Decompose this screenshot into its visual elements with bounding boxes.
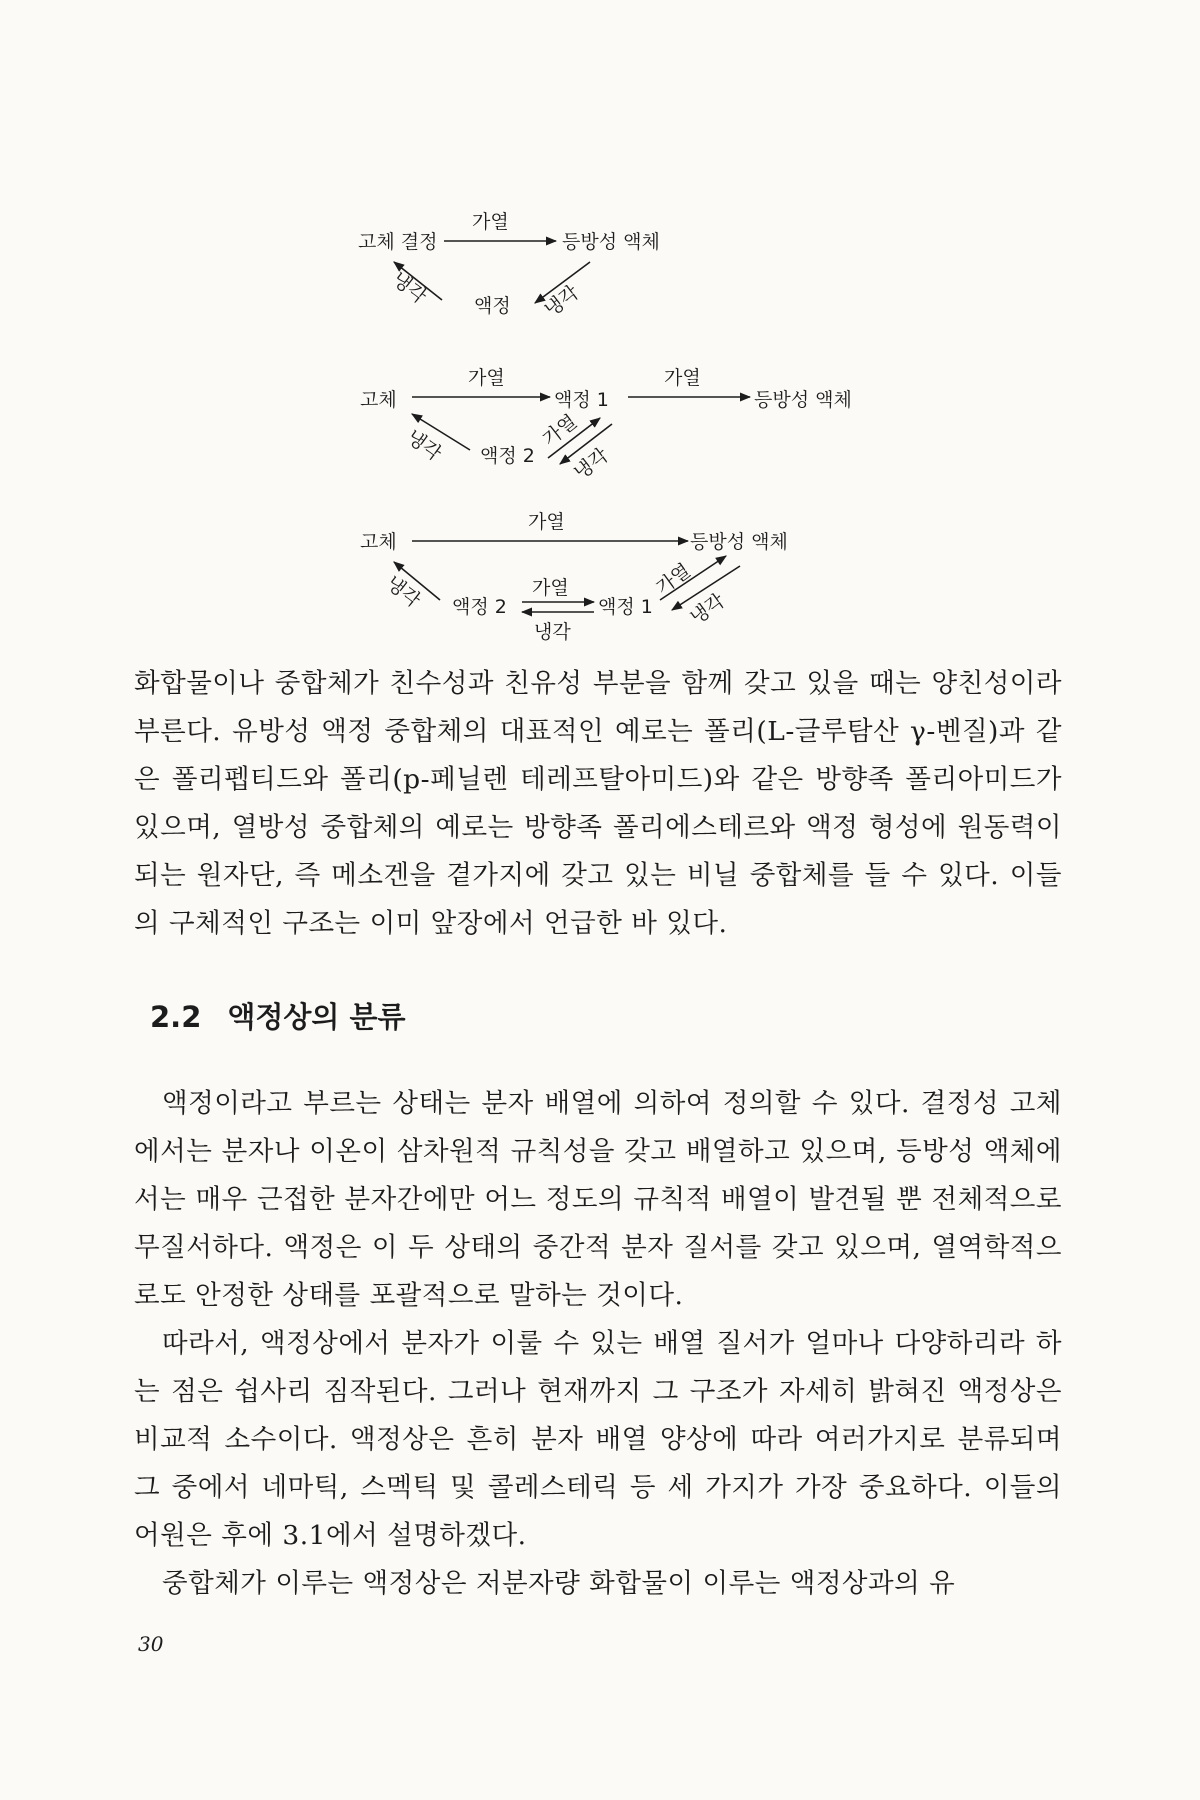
paragraph-2: 액정이라고 부르는 상태는 분자 배열에 의하여 정의할 수 있다. 결정성 고체에서는 분자나 이온이 삼차원적 규칙성을 갖고 배열하고 있으며, 등방성 액체에서는 매우 근접한 분자간에만 어느 정도의 규칙적 배열이 발견될 뿐 전체적으로 무질서하다. 액정은 이 두 상태의 중간적 분자 질서를 갖고 있으며, 열역학적으로도 안정한 상태를 포괄적으로 말하는 것이다.	[134, 1088, 1062, 1311]
d2-solid-label: 고체	[360, 389, 397, 411]
d2-heat-1-label: 가열	[468, 367, 505, 389]
diagram-2	[360, 367, 852, 484]
d3-heat-top-label: 가열	[528, 511, 565, 533]
d1-heat-label: 가열	[472, 211, 509, 233]
paragraph-1: 화합물이나 중합체가 친수성과 친유성 부분을 함께 갖고 있을 때는 양친성이라 부른다. 유방성 액정 중합체의 대표적인 예로는 폴리(L-글루탐산 γ-벤질)과 같은 폴리펩티드와 폴리(p-페닐렌 테레프탈아미드)와 같은 방향족 폴리아미드가 있으며, 열방성 중합체의 예로는 방향족 폴리에스테르와 액정 형성에 원동력이 되는 원자단, 즉 메소겐을 곁가지에 갖고 있는 비닐 중합체를 들 수 있다. 이들의 구체적인 구조는 이미 앞장에서 언급한 바 있다.	[134, 668, 1062, 939]
d3-cool-diag-label: 냉각	[686, 589, 729, 630]
paragraph-4: 중합체가 이루는 액정상은 저분자량 화합물이 이루는 액정상과의 유	[162, 1568, 956, 1599]
d1-cool-right-label: 냉각	[540, 281, 583, 322]
diagram-1	[358, 211, 660, 321]
d2-cool-diag-label: 냉각	[569, 444, 613, 485]
d3-heat-mid-label: 가열	[532, 577, 569, 599]
phase-transition-diagrams	[0, 0, 1200, 700]
d2-heat-2-label: 가열	[664, 367, 701, 389]
d1-cool-left-label: 냉각	[387, 267, 431, 308]
d3-cool-left-label: 냉각	[381, 571, 425, 612]
paragraph-1-block	[134, 660, 1062, 948]
d2-lc1-label: 액정 1	[554, 389, 609, 411]
d2-heat-diag-label: 가열	[538, 410, 582, 451]
d3-heat-diag-label: 가열	[652, 559, 695, 600]
section-number: 2.2	[150, 1000, 202, 1034]
d1-liquid-crystal-label: 액정	[474, 295, 511, 317]
d3-lc1-label: 액정 1	[598, 596, 653, 618]
d3-lc2-label: 액정 2	[452, 596, 507, 618]
section-body	[134, 1080, 1062, 1608]
paragraph-3: 따라서, 액정상에서 분자가 이룰 수 있는 배열 질서가 얼마나 다양하리라 하는 점은 쉽사리 짐작된다. 그러나 현재까지 그 구조가 자세히 밝혀진 액정상은 비교적 소수이다. 액정상은 흔히 분자 배열 양상에 따라 여러가지로 분류되며 그 중에서 네마틱, 스멕틱 및 콜레스테릭 등 세 가지가 가장 중요하다. 이들의 어원은 후에 3.1에서 설명하겠다.	[134, 1328, 1062, 1551]
d1-solid-crystal-label: 고체 결정	[358, 231, 438, 253]
d3-isotropic-liquid-label: 등방성 액체	[690, 531, 788, 553]
d1-isotropic-liquid-label: 등방성 액체	[562, 231, 660, 253]
d3-solid-label: 고체	[360, 531, 397, 553]
d3-cool-mid-label: 냉각	[534, 621, 571, 643]
section-title: 액정상의 분류	[227, 1000, 406, 1034]
section-heading	[150, 995, 406, 1036]
d2-lc2-label: 액정 2	[480, 445, 535, 467]
d2-cool-left-label: 냉각	[402, 425, 446, 466]
diagram-3	[360, 511, 788, 643]
page-number: 30	[138, 1632, 164, 1656]
d2-isotropic-liquid-label: 등방성 액체	[754, 389, 852, 411]
